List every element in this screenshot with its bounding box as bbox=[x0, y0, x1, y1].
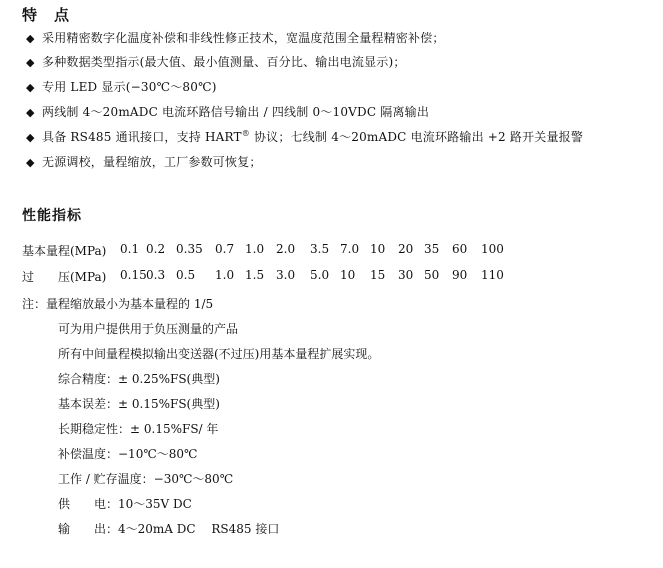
range-value: 0.3 bbox=[146, 268, 166, 282]
range-value: 7.0 bbox=[340, 242, 360, 256]
range-value: 35 bbox=[424, 242, 440, 256]
diamond-bullet-icon: ◆ bbox=[26, 106, 35, 119]
feature-text-before: 具备 RS485 通讯接口，支持 HART bbox=[42, 130, 242, 144]
range-value: 0.7 bbox=[215, 242, 235, 256]
note-line: 输 出：4～20mA DC RS485 接口 bbox=[58, 522, 280, 536]
note-line: 基本误差：± 0.15%FS(典型) bbox=[58, 397, 220, 411]
range-value: 100 bbox=[481, 242, 504, 256]
range-row-label: 基本量程(MPa) bbox=[22, 244, 107, 258]
feature-item bbox=[26, 53, 406, 70]
range-value: 0.35 bbox=[176, 242, 203, 256]
range-value: 1.0 bbox=[215, 268, 235, 282]
range-value: 0.15 bbox=[120, 268, 147, 282]
range-value: 50 bbox=[424, 268, 440, 282]
diamond-bullet-icon: ◆ bbox=[26, 56, 35, 69]
range-row-label: 过 压(MPa) bbox=[22, 270, 107, 284]
range-value: 1.0 bbox=[245, 242, 265, 256]
diamond-bullet-icon: ◆ bbox=[26, 32, 35, 45]
range-value: 0.5 bbox=[176, 268, 196, 282]
range-row bbox=[22, 268, 642, 284]
range-value: 0.1 bbox=[120, 242, 140, 256]
feature-text-after: 协议；七线制 4～20mADC 电流环路输出 +2 路开关量报警 bbox=[249, 130, 584, 144]
feature-text: 两线制 4～20mADC 电流环路信号输出 / 四线制 0～10VDC 隔离输出 bbox=[42, 105, 430, 119]
diamond-bullet-icon: ◆ bbox=[26, 131, 35, 144]
note-line: 供 电：10～35V DC bbox=[58, 497, 192, 511]
note-line: 所有中间量程模拟输出变送器(不过压)用基本量程扩展实现。 bbox=[58, 347, 380, 361]
feature-text: 专用 LED 显示(−30℃～80℃) bbox=[42, 80, 217, 94]
feature-item bbox=[26, 103, 429, 120]
feature-item bbox=[26, 29, 445, 46]
range-value: 20 bbox=[398, 242, 414, 256]
note-line: 补偿温度：−10℃～80℃ bbox=[58, 447, 198, 461]
note-line: 综合精度：± 0.25%FS(典型) bbox=[58, 372, 220, 386]
diamond-bullet-icon: ◆ bbox=[26, 156, 35, 169]
range-value: 60 bbox=[452, 242, 468, 256]
note-line: 可为用户提供用于负压测量的产品 bbox=[58, 322, 239, 336]
feature-text: 多种数据类型指示(最大值、最小值测量、百分比、输出电流显示)； bbox=[42, 55, 406, 69]
range-value: 1.5 bbox=[245, 268, 265, 282]
diamond-bullet-icon: ◆ bbox=[26, 81, 35, 94]
feature-text: 无源调校，量程缩放，工厂参数可恢复； bbox=[42, 155, 262, 169]
note-line: 长期稳定性：± 0.15%FS/ 年 bbox=[58, 422, 219, 436]
feature-text: 采用精密数字化温度补偿和非线性修正技术，宽温度范围全量程精密补偿； bbox=[42, 31, 445, 45]
range-value: 3.0 bbox=[276, 268, 296, 282]
feature-item bbox=[26, 78, 217, 95]
range-value: 2.0 bbox=[276, 242, 296, 256]
range-value: 30 bbox=[398, 268, 414, 282]
registered-mark: ® bbox=[241, 129, 250, 138]
range-row bbox=[22, 242, 642, 258]
range-value: 3.5 bbox=[310, 242, 330, 256]
features-heading: 特 点 bbox=[22, 6, 71, 24]
range-value: 90 bbox=[452, 268, 468, 282]
range-value: 0.2 bbox=[146, 242, 166, 256]
feature-item bbox=[26, 153, 262, 170]
range-value: 10 bbox=[340, 268, 356, 282]
range-value: 110 bbox=[481, 268, 504, 282]
feature-item bbox=[26, 128, 583, 145]
specs-heading: 性能指标 bbox=[22, 208, 82, 224]
note-line: 工作 / 贮存温度：−30℃～80℃ bbox=[58, 472, 234, 486]
note-line: 注：量程缩放最小为基本量程的 1/5 bbox=[22, 297, 214, 311]
range-value: 10 bbox=[370, 242, 386, 256]
range-value: 15 bbox=[370, 268, 386, 282]
range-value: 5.0 bbox=[310, 268, 330, 282]
